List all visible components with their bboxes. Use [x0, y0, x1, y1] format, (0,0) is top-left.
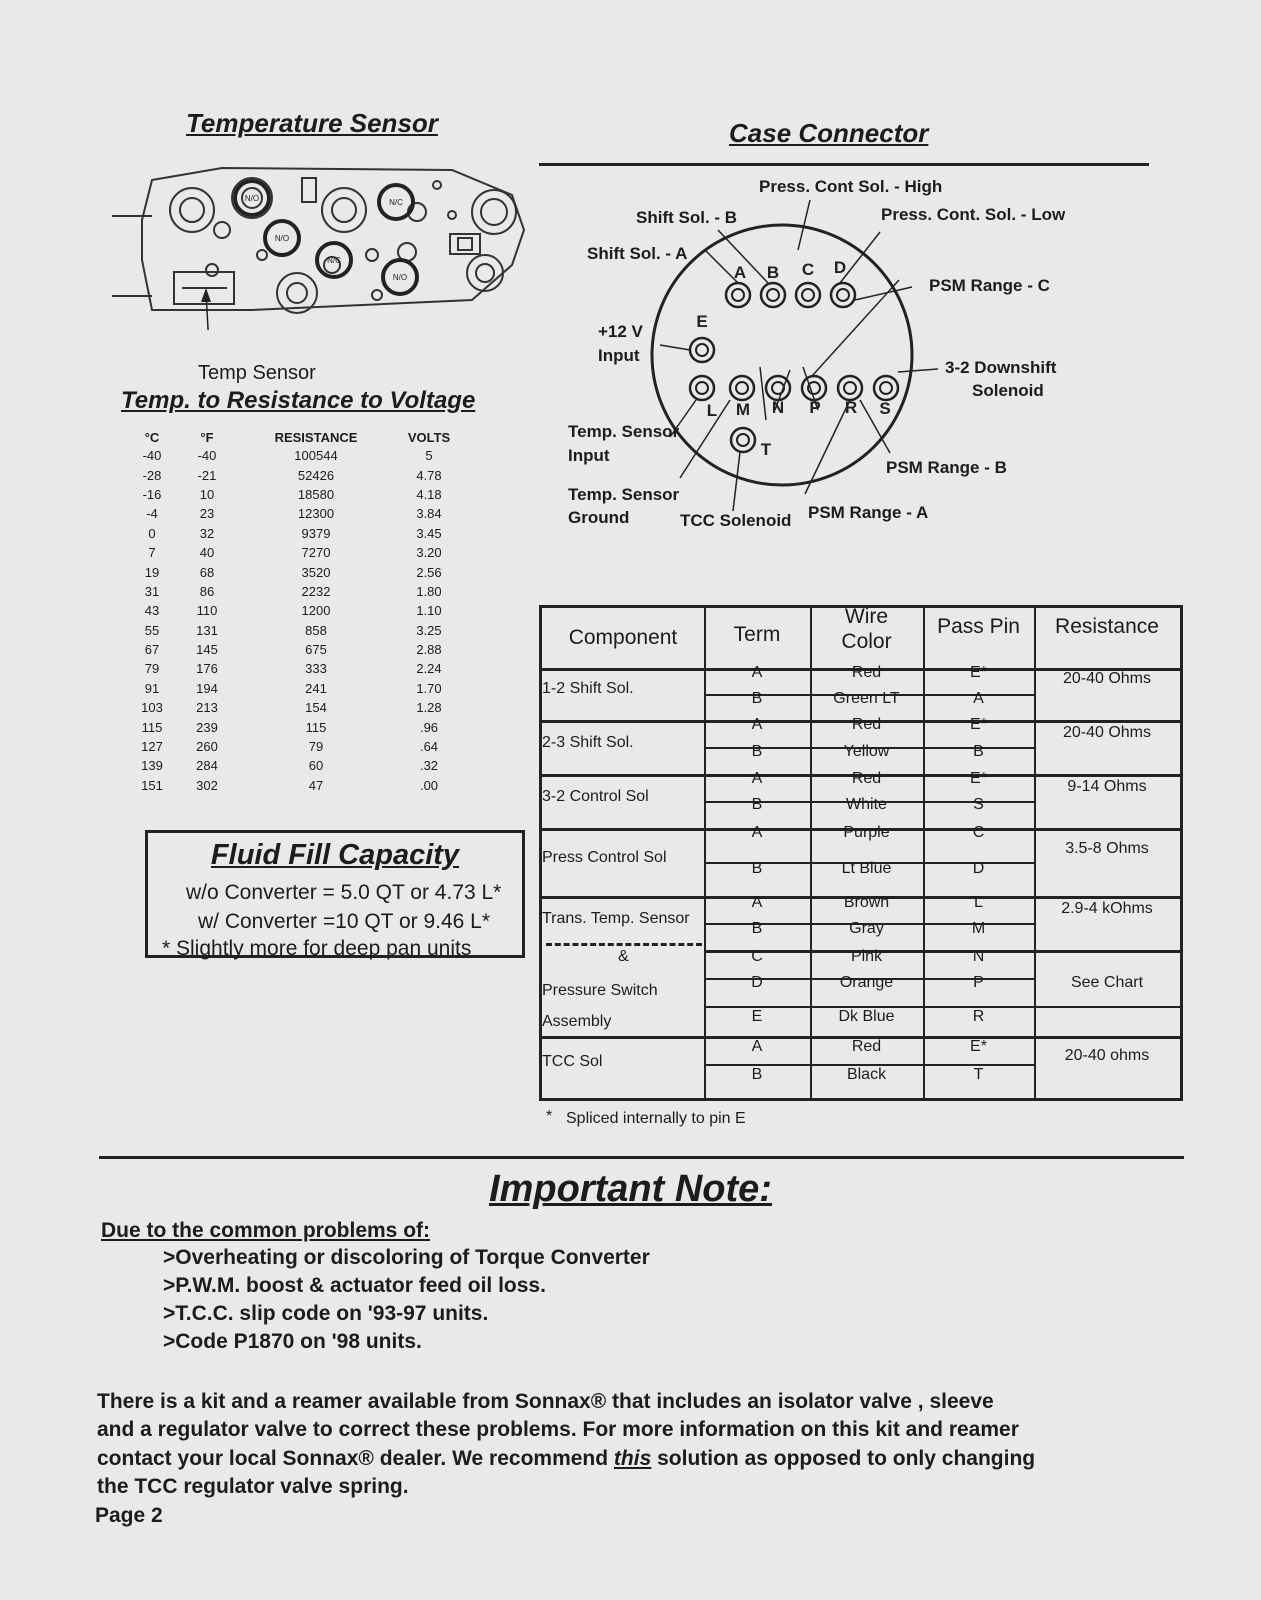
temp-cell-celsius: -16 [142, 486, 162, 502]
pin-l-label: L [706, 401, 718, 420]
temp-cell-fahrenheit: 23 [199, 506, 215, 522]
temp-cell-volts: .96 [419, 719, 439, 735]
temp-cell-fahrenheit: 176 [196, 661, 218, 677]
cell-term: E [751, 1008, 763, 1025]
footnote: Spliced internally to pin E [566, 1110, 746, 1127]
temp-cell-celsius: 0 [148, 525, 156, 541]
cell-pass-pin: M [971, 920, 986, 937]
cell-term: A [751, 824, 763, 841]
resistance-pressure-switch: See Chart [1070, 974, 1144, 991]
temp-cell-fahrenheit: 10 [199, 486, 215, 502]
temp-cell-volts: 1.10 [416, 603, 442, 619]
temp-row [128, 737, 464, 756]
label-psm-c: PSM Range - C [929, 276, 1050, 295]
temp-row [128, 543, 464, 562]
label-input: Input [598, 346, 640, 365]
temp-cell-celsius: 103 [141, 700, 163, 716]
temp-cell-celsius: -4 [146, 506, 158, 522]
temp-cell-celsius: -28 [142, 467, 162, 483]
cell-term: C [751, 948, 763, 965]
resistance-23-shift: 20-40 Ohms [1062, 724, 1152, 741]
temp-row [128, 679, 464, 698]
temp-cell-resistance: 154 [305, 700, 327, 716]
note-para-line-3: contact your local Sonnax® dealer. We recommend this solution as opposed to only changing [97, 1447, 1036, 1470]
temp-cell-celsius: 139 [141, 758, 163, 774]
component-pressure-switch: Pressure Switch [542, 982, 658, 999]
label-temp-ground: Temp. Sensor [568, 485, 680, 504]
note-para-line-4: the TCC regulator valve spring. [97, 1475, 409, 1498]
header-wire: Wire [844, 605, 889, 628]
temp-row [128, 524, 464, 543]
temp-cell-volts: 3.20 [416, 545, 442, 561]
temp-cell-resistance: 241 [305, 680, 327, 696]
note-item-4: >Code P1870 on '98 units. [163, 1330, 422, 1353]
pin-e-label: E [696, 312, 708, 331]
temp-cell-resistance: 1200 [301, 603, 331, 619]
temp-cell-fahrenheit: 68 [199, 564, 215, 580]
temp-row [128, 621, 464, 640]
temp-row [128, 659, 464, 678]
pin-b-label: B [766, 263, 780, 282]
cell-pass-pin: E* [970, 1038, 987, 1055]
cell-wire-color: Red [851, 664, 882, 681]
label-32-downshift: 3-2 Downshift [945, 358, 1057, 377]
header-component: Component [568, 626, 678, 649]
temperature-sensor-title: Temperature Sensor [186, 108, 438, 138]
temp-cell-resistance: 12300 [297, 506, 335, 522]
pin-p-label: P [809, 398, 821, 417]
temp-cell-celsius: 55 [144, 622, 160, 638]
cell-pass-pin: T [973, 1066, 984, 1083]
temp-cell-celsius: -40 [142, 448, 162, 464]
temp-cell-volts: 2.24 [416, 661, 442, 677]
temp-row [128, 601, 464, 620]
component-12-shift: 1-2 Shift Sol. [542, 680, 634, 697]
cell-pass-pin: N [972, 948, 985, 965]
temp-cell-celsius: 43 [144, 603, 160, 619]
note-intro: Due to the common problems of: [101, 1219, 431, 1242]
temp-sensor-callout: Temp Sensor [198, 362, 316, 384]
temp-cell-fahrenheit: -21 [197, 467, 217, 483]
component-assembly: Assembly [542, 1013, 612, 1030]
component-23-shift: 2-3 Shift Sol. [542, 734, 634, 751]
temp-cell-volts: 1.80 [416, 583, 442, 599]
cell-wire-color: Black [846, 1066, 887, 1083]
nc-label: N/C [327, 256, 341, 265]
temp-cell-celsius: 67 [144, 642, 160, 658]
cell-pass-pin: C [972, 824, 985, 841]
cell-term: B [751, 860, 763, 877]
pin-d-label: D [833, 258, 847, 277]
temp-cell-resistance: 52426 [297, 467, 335, 483]
header-term: Term [733, 623, 781, 646]
component-ampersand: & [618, 948, 629, 965]
fluid-capacity-box [145, 830, 525, 958]
temp-cell-volts: .00 [419, 777, 439, 793]
temp-cell-volts: 2.56 [416, 564, 442, 580]
temp-cell-volts: 2.88 [416, 642, 442, 658]
col-header-celsius: °C [144, 429, 160, 445]
note-para-line-1: There is a kit and a reamer available from Sonnax® that includes an isolator valve , sleeve [97, 1390, 994, 1413]
label-shift-b: Shift Sol. - B [636, 208, 738, 227]
temp-cell-fahrenheit: 302 [196, 777, 218, 793]
temp-cell-fahrenheit: 110 [196, 603, 218, 619]
label-tcc-solenoid: TCC Solenoid [680, 511, 792, 530]
cell-wire-color: Green LT [833, 690, 900, 707]
temp-cell-fahrenheit: 131 [196, 622, 218, 638]
nc-label: N/O [244, 194, 260, 203]
cell-term: A [751, 894, 763, 911]
cell-term: A [751, 664, 763, 681]
col-header-resistance: RESISTANCE [274, 429, 358, 445]
temp-row [128, 562, 464, 581]
cell-term: B [751, 690, 763, 707]
temp-row [128, 446, 464, 465]
resistance-12-shift: 20-40 Ohms [1062, 670, 1152, 687]
temp-row [128, 504, 464, 523]
header-resistance: Resistance [1055, 615, 1159, 638]
temp-cell-resistance: 47 [308, 777, 324, 793]
pin-m-label: M [735, 400, 751, 419]
temp-cell-celsius: 91 [144, 680, 160, 696]
temp-cell-volts: 3.45 [416, 525, 442, 541]
cell-wire-color: Red [851, 770, 882, 787]
cell-term: D [751, 974, 763, 991]
footnote-mark: * [546, 1108, 553, 1125]
temp-cell-resistance: 115 [305, 719, 327, 735]
temp-cell-fahrenheit: 32 [199, 525, 215, 541]
note-item-1: >Overheating or discoloring of Torque Converter [163, 1246, 650, 1269]
temp-cell-fahrenheit: 213 [196, 700, 218, 716]
label-press-high: Press. Cont Sol. - High [759, 177, 943, 196]
temp-cell-resistance: 2232 [301, 583, 331, 599]
page-number: Page 2 [95, 1504, 163, 1527]
label-shift-a: Shift Sol. - A [587, 244, 688, 263]
cell-pass-pin: D [972, 860, 985, 877]
component-trans-temp: Trans. Temp. Sensor [542, 910, 690, 927]
temp-cell-fahrenheit: 40 [199, 545, 215, 561]
cell-wire-color: Gray [849, 920, 884, 937]
temp-cell-resistance: 9379 [301, 525, 331, 541]
cell-pass-pin: R [972, 1008, 985, 1025]
fluid-title: Fluid Fill Capacity [210, 839, 460, 871]
label-press-low: Press. Cont. Sol. - Low [881, 205, 1066, 224]
temp-cell-volts: 5 [425, 448, 433, 464]
label-psm-a: PSM Range - A [808, 503, 929, 522]
cell-pass-pin: E* [970, 716, 987, 733]
pin-s-label: S [879, 399, 891, 418]
temp-row [128, 582, 464, 601]
temp-cell-fahrenheit: 145 [196, 642, 218, 658]
temp-cell-celsius: 79 [144, 661, 160, 677]
cell-term: A [751, 1038, 763, 1055]
temp-cell-celsius: 7 [148, 545, 156, 561]
case-connector-rule [539, 163, 1149, 166]
component-table [539, 605, 1183, 1101]
cell-wire-color: Brown [843, 894, 890, 911]
component-press-control: Press Control Sol [542, 849, 667, 866]
temp-cell-volts: 1.28 [416, 700, 442, 716]
cell-wire-color: Dk Blue [838, 1008, 895, 1025]
note-item-2: >P.W.M. boost & actuator feed oil loss. [163, 1274, 546, 1297]
temp-cell-volts: 3.25 [416, 622, 442, 638]
cell-pass-pin: E* [970, 770, 987, 787]
label-psm-b: PSM Range - B [886, 458, 1007, 477]
resistance-32-control: 9-14 Ohms [1067, 778, 1147, 795]
resistance-trans-temp: 2.9-4 kOhms [1061, 900, 1153, 917]
temp-cell-fahrenheit: 86 [199, 583, 215, 599]
temp-cell-resistance: 7270 [301, 545, 331, 561]
pin-a-label: A [733, 263, 747, 282]
note-item-3: >T.C.C. slip code on '93-97 units. [163, 1302, 489, 1325]
temp-cell-resistance: 79 [308, 739, 324, 755]
pin-t-label: T [760, 440, 772, 459]
temp-cell-volts: 3.84 [416, 506, 442, 522]
nc-label: N/O [392, 273, 408, 282]
fluid-without-converter: w/o Converter = 5.0 QT or 4.73 L* [186, 881, 502, 904]
temp-row [128, 756, 464, 775]
fluid-with-converter: w/ Converter =10 QT or 9.46 L* [198, 910, 491, 933]
cell-pass-pin: A [973, 690, 984, 707]
cell-wire-color: Red [851, 716, 882, 733]
temp-resistance-table [128, 428, 464, 795]
temp-cell-celsius: 19 [144, 564, 160, 580]
temp-cell-resistance: 3520 [301, 564, 331, 580]
fluid-note: * Slightly more for deep pan units [162, 937, 472, 960]
cell-term: B [751, 743, 763, 760]
label-solenoid: Solenoid [972, 381, 1044, 400]
label-plus12v: +12 V [598, 322, 643, 341]
important-note-title: Important Note: [489, 1168, 772, 1210]
temp-cell-fahrenheit: 239 [196, 719, 218, 735]
header-color: Color [841, 630, 892, 653]
temp-row [128, 465, 464, 484]
pin-n-label: N [771, 398, 785, 417]
temp-row [128, 717, 464, 736]
cell-pass-pin: P [973, 974, 984, 991]
temp-cell-resistance: 60 [308, 758, 324, 774]
cell-wire-color: Red [851, 1038, 882, 1055]
temp-cell-volts: .64 [419, 739, 439, 755]
temp-row [128, 485, 464, 504]
temp-cell-volts: 1.70 [416, 680, 442, 696]
temp-cell-resistance: 333 [305, 661, 327, 677]
temp-cell-resistance: 675 [305, 642, 327, 658]
label-temp-input-2: Input [568, 446, 610, 465]
col-header-volts: VOLTS [407, 429, 451, 445]
cell-wire-color: Pink [850, 948, 883, 965]
cell-wire-color: Purple [843, 824, 890, 841]
temp-cell-resistance: 100544 [294, 448, 338, 464]
temp-cell-fahrenheit: 284 [196, 758, 218, 774]
nc-label: N/O [274, 234, 290, 243]
component-32-control: 3-2 Control Sol [542, 788, 649, 805]
cell-term: B [751, 920, 763, 937]
temp-cell-volts: 4.18 [416, 486, 442, 502]
temp-cell-celsius: 31 [144, 583, 160, 599]
pin-c-label: C [801, 260, 815, 279]
resistance-press-control: 3.5-8 Ohms [1065, 840, 1149, 857]
valve-body-illustration [112, 160, 532, 330]
temp-cell-volts: .32 [419, 758, 439, 774]
temp-row [128, 698, 464, 717]
cell-term: B [751, 796, 763, 813]
note-rule [99, 1156, 1184, 1159]
temp-cell-fahrenheit: 260 [196, 739, 218, 755]
temp-cell-resistance: 858 [305, 622, 327, 638]
header-pass-pin: Pass Pin [937, 615, 1020, 638]
resistance-tcc: 20-40 ohms [1064, 1047, 1150, 1064]
cell-wire-color: Orange [839, 974, 894, 991]
col-header-fahrenheit: °F [200, 429, 214, 445]
nc-label: N/C [389, 198, 403, 207]
temp-row [128, 776, 464, 795]
temp-cell-celsius: 115 [141, 719, 163, 735]
temp-table-title: Temp. to Resistance to Voltage [121, 387, 476, 414]
cell-pass-pin: L [974, 894, 983, 911]
temp-cell-volts: 4.78 [416, 467, 442, 483]
cell-term: B [751, 1066, 763, 1083]
cell-pass-pin: S [973, 796, 984, 813]
cell-term: A [751, 770, 763, 787]
temp-cell-fahrenheit: 194 [196, 680, 218, 696]
note-para-line-2: and a regulator valve to correct these problems. For more information on this kit and reamer [97, 1418, 1019, 1441]
cell-wire-color: Yellow [843, 743, 890, 760]
label-temp-input: Temp. Sensor [568, 422, 680, 441]
label-temp-ground-2: Ground [568, 508, 630, 527]
cell-term: A [751, 716, 763, 733]
temp-cell-fahrenheit: -40 [197, 448, 217, 464]
temp-cell-celsius: 151 [141, 777, 163, 793]
case-connector-title: Case Connector [729, 118, 929, 148]
pin-r-label: R [844, 398, 858, 417]
cell-pass-pin: B [973, 743, 984, 760]
temp-cell-celsius: 127 [141, 739, 163, 755]
cell-pass-pin: E* [970, 664, 987, 681]
component-tcc-sol: TCC Sol [542, 1053, 603, 1070]
cell-wire-color: White [846, 796, 887, 813]
temp-row [128, 640, 464, 659]
temp-cell-resistance: 18580 [297, 486, 335, 502]
cell-wire-color: Lt Blue [841, 860, 892, 877]
